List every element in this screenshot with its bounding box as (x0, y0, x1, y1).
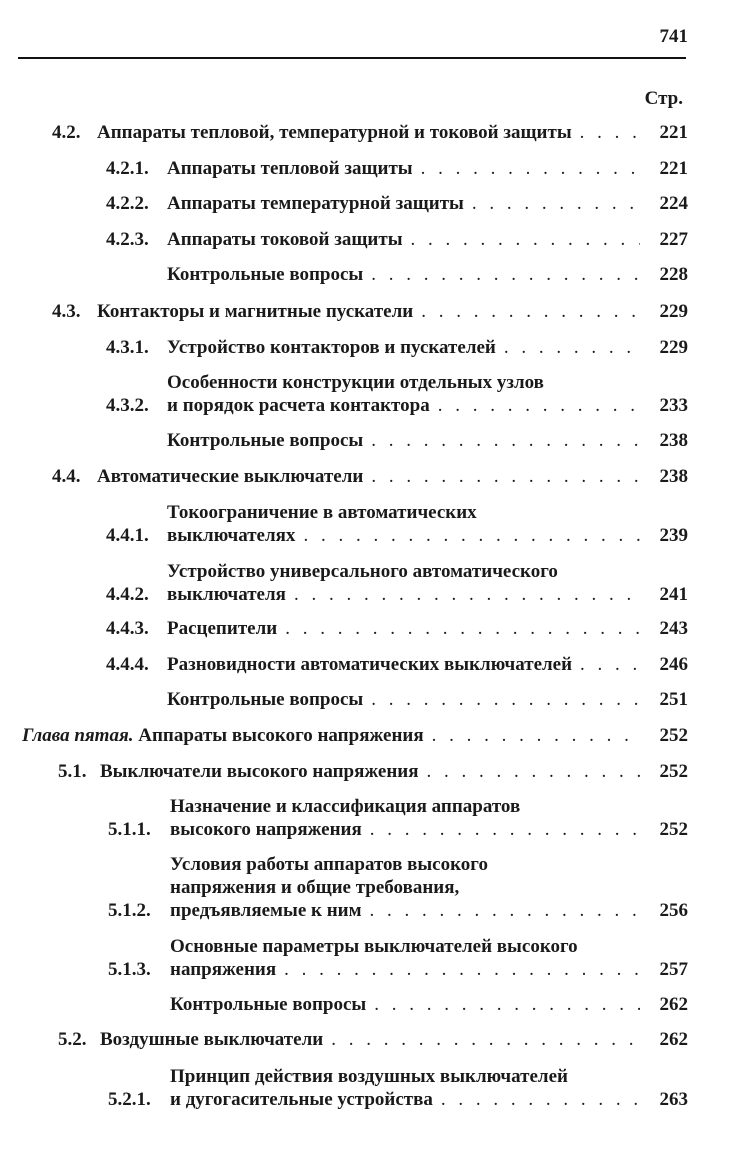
toc-entry-page: 263 (659, 1089, 688, 1110)
toc-entry-title (167, 336, 688, 359)
toc-entry-title-line: напряжения (170, 959, 277, 980)
toc-entry-title-line: Контрольные вопросы (170, 994, 367, 1015)
toc-entry-last-line (167, 336, 688, 359)
toc-entry-title (170, 1065, 688, 1111)
toc-entry-title-line: Особенности конструкции отдельных узлов (167, 372, 544, 393)
toc-entry-last-line (167, 192, 688, 215)
toc-entry-title (170, 795, 688, 841)
toc-entry-page: 243 (659, 618, 688, 639)
toc-entry-number: 5.1.3. (108, 959, 151, 980)
toc-entry-number: 4.2.2. (106, 193, 149, 214)
toc-entry-title (167, 501, 688, 547)
toc-entry-title-line: предъявляемые к ним (170, 900, 362, 921)
toc-entry (106, 560, 688, 606)
toc-entry-title-line: Контрольные вопросы (167, 430, 364, 451)
toc-entry-number: 4.4.1. (106, 525, 149, 546)
toc-entry-title (100, 1028, 688, 1051)
toc-entry-last-line (167, 394, 688, 417)
toc-entry (108, 853, 688, 922)
dot-leader (427, 760, 640, 783)
toc-entry (106, 688, 688, 711)
toc-entry-page: 246 (659, 654, 688, 675)
dot-leader (374, 993, 640, 1016)
toc-entry-number: 4.2.3. (106, 229, 149, 250)
dot-leader (285, 617, 640, 640)
toc-entry (106, 228, 688, 251)
toc-entry-last-line (100, 760, 688, 783)
toc-entry-last-line (167, 157, 688, 180)
toc-entry-title-line: напряжения и общие требования, (170, 877, 460, 898)
page-number: 741 (659, 26, 688, 47)
toc-entry-last-line (167, 688, 688, 711)
toc-entry-title-line: Аппараты температурной защиты (167, 193, 464, 214)
dot-leader (371, 429, 640, 452)
toc-entry (58, 1028, 688, 1051)
toc-entry-title-line: выключателях (167, 525, 296, 546)
toc-entry-title (97, 300, 688, 323)
toc-entry-last-line (100, 1028, 688, 1051)
dot-leader (421, 300, 640, 323)
dot-leader (580, 121, 640, 144)
toc-entry-page: 221 (659, 122, 688, 143)
toc-entry-number: 4.2.1. (106, 158, 149, 179)
toc-entry-number: 4.4.4. (106, 654, 149, 675)
toc-entry-page: 224 (659, 193, 688, 214)
dot-leader (284, 958, 640, 981)
toc-entry-title (170, 853, 688, 922)
toc-entry-title-line: и порядок расчета контактора (167, 395, 430, 416)
toc-entry-title-line: Контакторы и магнитные пускатели (97, 301, 414, 322)
toc-entry-title-line: Автоматические выключатели (97, 466, 364, 487)
toc-entry-title-line: Токоограничение в автоматических (167, 502, 477, 523)
toc-entry-page: 221 (659, 158, 688, 179)
toc-entry-title (167, 192, 688, 215)
dot-leader (421, 157, 640, 180)
toc-entry-title-line: Аппараты токовой защиты (167, 229, 403, 250)
toc-entry-title (167, 371, 688, 417)
toc-entry-title (97, 121, 688, 144)
toc-entry (106, 371, 688, 417)
toc-entry-last-line (97, 465, 688, 488)
toc-entry-page: 229 (659, 301, 688, 322)
toc-entry (108, 795, 688, 841)
dot-leader (331, 1028, 640, 1051)
toc-entry-page: 241 (659, 584, 688, 605)
toc-entry-title (167, 617, 688, 640)
toc-entry-title-line: Назначение и классификация аппаратов (170, 796, 521, 817)
toc-entry-number: 4.4.2. (106, 584, 149, 605)
toc-entry-last-line (167, 617, 688, 640)
toc-entry-title-line: Разновидности автоматических выключателей (167, 654, 573, 675)
toc-entry-page: 227 (659, 229, 688, 250)
toc-entry-number: 4.4. (52, 466, 81, 487)
toc-entry-number: 5.1. (58, 761, 87, 782)
toc-entry-number: 4.3.2. (106, 395, 149, 416)
toc-entry (106, 501, 688, 547)
toc-entry-title-line: Расцепители (167, 618, 278, 639)
toc-entry-last-line (167, 429, 688, 452)
dot-leader (438, 394, 640, 417)
toc-entry-title-line: Контрольные вопросы (167, 689, 364, 710)
toc-entry-last-line (170, 993, 688, 1016)
toc-entry-title (167, 157, 688, 180)
dot-leader (371, 263, 640, 286)
toc-entry-page: 262 (659, 1029, 688, 1050)
chapter-label: Глава пятая. (22, 725, 139, 746)
toc-entry (52, 121, 688, 144)
toc-entry-title (167, 429, 688, 452)
toc-entry-number: 4.2. (52, 122, 81, 143)
toc-entry-title-line: Аппараты тепловой, температурной и токовой защиты (97, 122, 572, 143)
toc-entry-last-line (167, 263, 688, 286)
toc-entry (108, 935, 688, 981)
toc-entry-title-line: и дугогасительные устройства (170, 1089, 433, 1110)
toc-entry-last-line (170, 1088, 688, 1111)
page-column-heading: Стр. (644, 88, 683, 109)
toc-entry-title (167, 263, 688, 286)
toc-entry (106, 617, 688, 640)
toc-entry-number: 5.2.1. (108, 1089, 151, 1110)
dot-leader (504, 336, 640, 359)
toc-entry-title-line: Принцип действия воздушных выключателей (170, 1066, 568, 1087)
toc-entry-number: 4.3.1. (106, 337, 149, 358)
toc-entry-number: 5.2. (58, 1029, 87, 1050)
toc-entry-page: 239 (659, 525, 688, 546)
toc-entry (106, 653, 688, 676)
dot-leader (580, 653, 640, 676)
toc-entry-page: 238 (659, 466, 688, 487)
toc-entry-title-line: Выключатели высокого напряжения (100, 761, 419, 782)
toc-entry-last-line (170, 958, 688, 981)
toc-entry-number: 5.1.1. (108, 819, 151, 840)
toc-entry-page: 228 (659, 264, 688, 285)
dot-leader (472, 192, 640, 215)
toc-entry-title (100, 760, 688, 783)
toc-entry-last-line (167, 524, 688, 547)
dot-leader (432, 724, 640, 747)
toc-entry-title-line: Устройство контакторов и пускателей (167, 337, 496, 358)
toc-entry-number: 5.1.2. (108, 900, 151, 921)
toc-entry-title-line: Устройство универсального автоматического (167, 561, 558, 582)
dot-leader (370, 818, 640, 841)
toc-entry-title (170, 993, 688, 1016)
toc-entry (106, 157, 688, 180)
toc-entry (22, 724, 688, 747)
toc-entry-page: 252 (659, 761, 688, 782)
toc-entry-title (22, 724, 688, 747)
toc-entry-page: 238 (659, 430, 688, 451)
toc-entry-last-line (167, 228, 688, 251)
toc-entry-last-line (22, 724, 688, 747)
toc-entry-page: 257 (659, 959, 688, 980)
dot-leader (371, 465, 640, 488)
toc-entry-last-line (97, 300, 688, 323)
toc-entry-page: 262 (659, 994, 688, 1015)
toc-entry-title (167, 560, 688, 606)
toc-entry-title (170, 935, 688, 981)
toc-entry-last-line (170, 899, 688, 922)
toc-entry-title-line: Контрольные вопросы (167, 264, 364, 285)
toc-entry-title (167, 228, 688, 251)
toc-entry-page: 256 (659, 900, 688, 921)
toc-entry (108, 993, 688, 1016)
toc-entry-last-line (167, 583, 688, 606)
toc-entry-title-line: Условия работы аппаратов высокого (170, 854, 488, 875)
dot-leader (303, 524, 640, 547)
toc-entry-title (167, 688, 688, 711)
dot-leader (411, 228, 640, 251)
toc-entry-page: 251 (659, 689, 688, 710)
toc-entry-title-line: выключателя (167, 584, 286, 605)
toc-entry (106, 336, 688, 359)
toc-entry-page: 252 (659, 725, 688, 746)
dot-leader (294, 583, 640, 606)
toc-entry-last-line (167, 653, 688, 676)
toc-entry (58, 760, 688, 783)
toc-entry-title-line (22, 724, 424, 747)
dot-leader (441, 1088, 640, 1111)
toc-entry (106, 192, 688, 215)
toc-entry-title (167, 653, 688, 676)
toc-entry-number: 4.3. (52, 301, 81, 322)
toc-entry (106, 263, 688, 286)
dot-leader (371, 688, 640, 711)
toc-entry-title-line: Аппараты тепловой защиты (167, 158, 413, 179)
toc-entry-title (97, 465, 688, 488)
toc-entry-page: 233 (659, 395, 688, 416)
toc-entry (52, 465, 688, 488)
toc-entry (106, 429, 688, 452)
toc-entry-last-line (97, 121, 688, 144)
toc-entry (108, 1065, 688, 1111)
chapter-title: Аппараты высокого напряжения (138, 725, 424, 746)
toc-entry-title-line: Воздушные выключатели (100, 1029, 324, 1050)
toc-entry (52, 300, 688, 323)
dot-leader (370, 899, 640, 922)
toc-entry-last-line (170, 818, 688, 841)
toc-entry-title-line: высокого напряжения (170, 819, 362, 840)
toc-entry-title-line: Основные параметры выключателей высокого (170, 936, 578, 957)
toc-entry-page: 252 (659, 819, 688, 840)
header-rule (18, 57, 686, 59)
toc-entry-number: 4.4.3. (106, 618, 149, 639)
toc-entry-page: 229 (659, 337, 688, 358)
